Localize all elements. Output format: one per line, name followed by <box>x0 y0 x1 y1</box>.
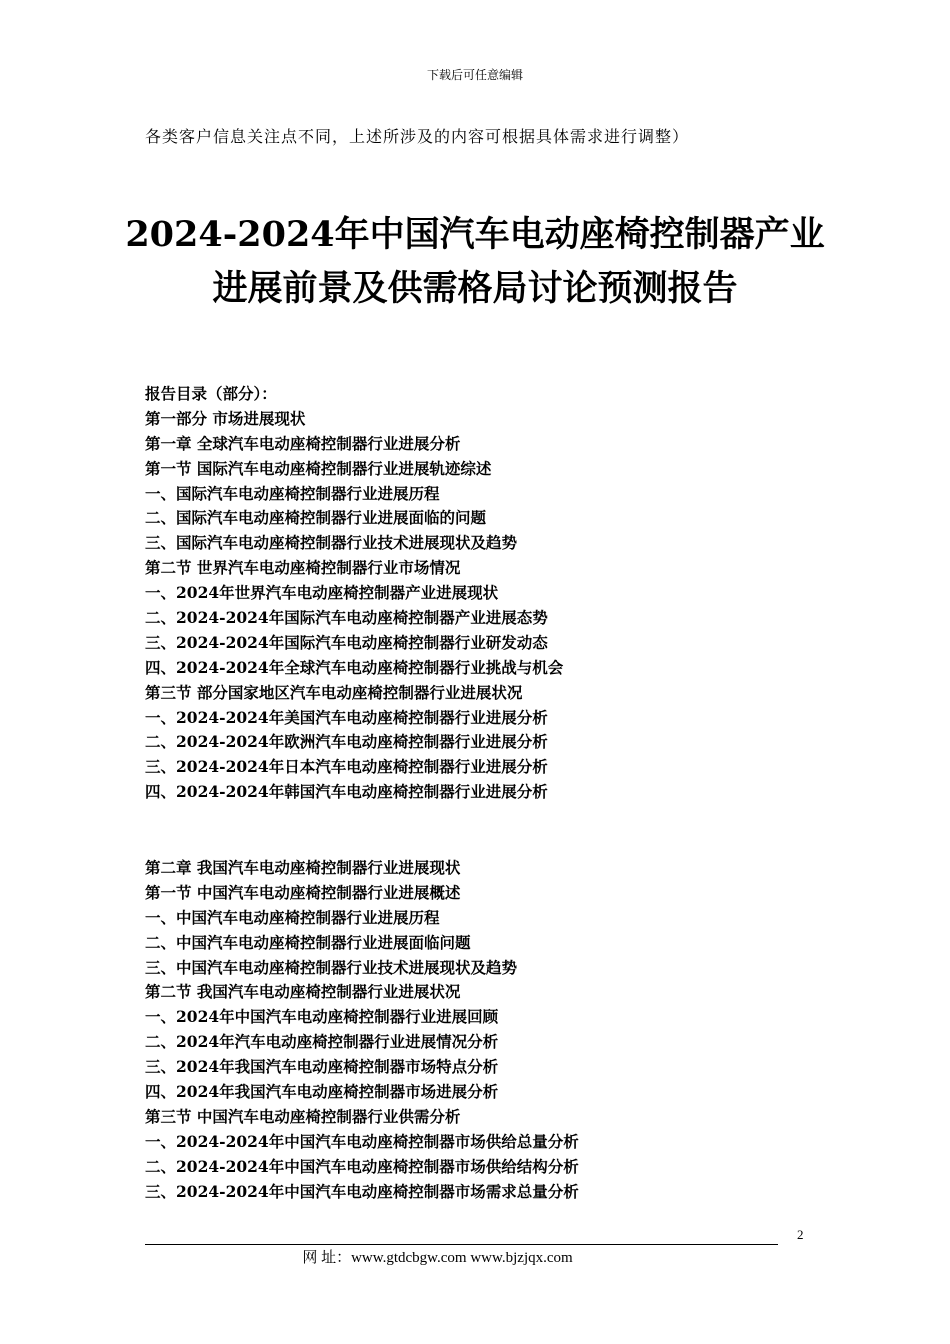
header-note: 下载后可任意编辑 <box>426 68 523 82</box>
toc-item: 第一节 中国汽车电动座椅控制器行业进展概述 <box>145 882 461 902</box>
toc-item: 三、中国汽车电动座椅控制器行业技术进展现状及趋势 <box>145 957 518 977</box>
toc-item: 二、中国汽车电动座椅控制器行业进展面临问题 <box>145 932 471 952</box>
toc-item: 三、2024-2024年中国汽车电动座椅控制器市场需求总量分析 <box>145 1181 579 1201</box>
toc-item: 第一部分 市场进展现状 <box>145 408 306 428</box>
toc-item: 一、国际汽车电动座椅控制器行业进展历程 <box>145 483 440 503</box>
footer-divider <box>145 1244 778 1245</box>
intro-text: 各类客户信息关注点不同，上述所涉及的内容可根据具体需求进行调整） <box>145 127 690 146</box>
report-title <box>95 208 855 316</box>
toc-item: 四、2024-2024年全球汽车电动座椅控制器行业挑战与机会 <box>145 657 564 677</box>
toc-item: 第一章 全球汽车电动座椅控制器行业进展分析 <box>145 433 461 453</box>
toc-item: 二、2024-2024年国际汽车电动座椅控制器产业进展态势 <box>145 608 548 628</box>
toc-item: 三、2024-2024年国际汽车电动座椅控制器行业研发动态 <box>145 632 548 652</box>
toc-item: 第二章 我国汽车电动座椅控制器行业进展现状 <box>145 858 461 877</box>
report-title-line2: 进展前景及供需格局讨论预测报告 <box>212 268 738 309</box>
toc-item: 三、2024-2024年日本汽车电动座椅控制器行业进展分析 <box>145 757 548 777</box>
toc-item: 一、中国汽车电动座椅控制器行业进展历程 <box>145 907 440 927</box>
toc-item: 四、2024-2024年韩国汽车电动座椅控制器行业进展分析 <box>145 782 548 802</box>
page-number: 2 <box>797 1227 804 1242</box>
toc-item: 第一节 国际汽车电动座椅控制器行业进展轨迹综述 <box>145 458 492 478</box>
toc-heading: 报告目录（部分）： <box>145 384 277 403</box>
table-of-contents-part1 <box>145 382 845 805</box>
toc-item: 一、2024年世界汽车电动座椅控制器产业进展现状 <box>145 583 499 603</box>
report-title-line1: 2024-2024年中国汽车电动座椅控制器产业 <box>125 214 825 255</box>
footer-website: 网 址：www.gtdcbgw.com www.bjzjqx.com <box>302 1250 573 1266</box>
toc-item: 二、2024-2024年中国汽车电动座椅控制器市场供给结构分析 <box>145 1156 579 1176</box>
toc-item: 第三节 部分国家地区汽车电动座椅控制器行业进展状况 <box>145 682 523 702</box>
toc-item: 二、2024-2024年欧洲汽车电动座椅控制器行业进展分析 <box>145 732 548 752</box>
toc-item: 一、2024-2024年美国汽车电动座椅控制器行业进展分析 <box>145 707 548 727</box>
toc-item: 二、国际汽车电动座椅控制器行业进展面临的问题 <box>145 508 487 528</box>
toc-item: 四、2024年我国汽车电动座椅控制器市场进展分析 <box>145 1082 499 1102</box>
toc-item: 第二节 我国汽车电动座椅控制器行业进展状况 <box>145 982 461 1002</box>
toc-item: 第三节 中国汽车电动座椅控制器行业供需分析 <box>145 1106 461 1126</box>
toc-item: 一、2024年中国汽车电动座椅控制器行业进展回顾 <box>145 1007 499 1027</box>
toc-item: 三、国际汽车电动座椅控制器行业技术进展现状及趋势 <box>145 533 518 553</box>
toc-item: 二、2024年汽车电动座椅控制器行业进展情况分析 <box>145 1032 499 1052</box>
toc-item: 一、2024-2024年中国汽车电动座椅控制器市场供给总量分析 <box>145 1131 579 1151</box>
toc-item: 第二节 世界汽车电动座椅控制器行业市场情况 <box>145 558 461 578</box>
toc-item: 三、2024年我国汽车电动座椅控制器市场特点分析 <box>145 1057 499 1077</box>
table-of-contents-part2 <box>145 856 845 1204</box>
